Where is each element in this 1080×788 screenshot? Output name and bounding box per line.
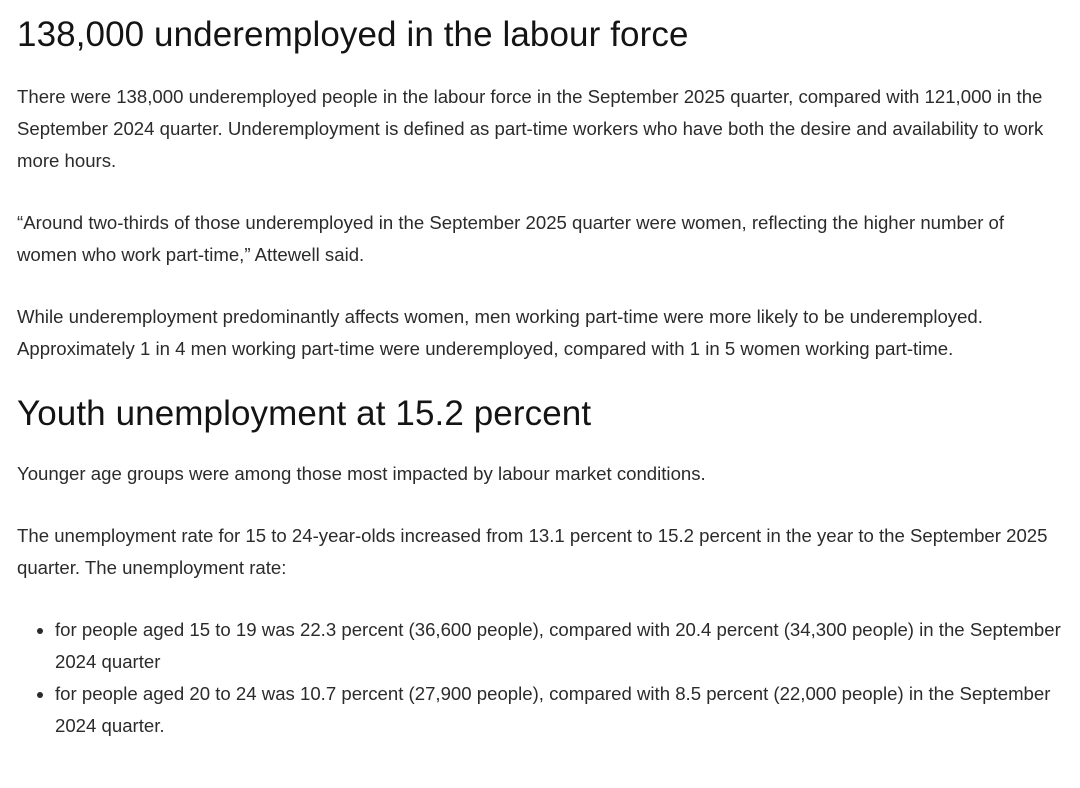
section-heading-underemployment: 138,000 underemployed in the labour force <box>17 15 689 54</box>
bullet-item-15-to-19: • for people aged 15 to 19 was 22.3 percent (36,600 people), compared with 20.4 percent (34,300 people) in the September 2024 quarter <box>55 614 1063 678</box>
paragraph-youth-rate: The unemployment rate for 15 to 24-year-olds increased from 13.1 percent to 15.2 percent in the year to the September 2025 quarter. The unemployment rate: <box>17 525 1048 578</box>
youth-rate-bullet-list <box>17 614 1063 742</box>
paragraph-attewell-quote: “Around two-thirds of those underemployed in the September 2025 quarter were women, reflecting the higher number of women who work part-time,” Attewell said. <box>17 212 1005 265</box>
paragraph-younger-age-groups: Younger age groups were among those most impacted by labour market conditions. <box>17 463 706 484</box>
bullet-item-20-to-24: • for people aged 20 to 24 was 10.7 percent (27,900 people), compared with 8.5 percent (22,000 people) in the September 2024 quarter. <box>55 678 1063 742</box>
section-heading-youth-unemployment: Youth unemployment at 15.2 percent <box>17 394 592 433</box>
paragraph-underemployment-figures: There were 138,000 underemployed people in the labour force in the September 2025 quarter, compared with 121,000 in the September 2024 quarter. Underemployment is defined as part-time workers who have both the desire and availability to work more hours. <box>17 86 1044 171</box>
paragraph-men-part-time: While underemployment predominantly affects women, men working part-time were more likely to be underemployed. Approximately 1 in 4 men working part-time were underemployed, compared with 1 in 5 women working part-time. <box>17 306 983 359</box>
